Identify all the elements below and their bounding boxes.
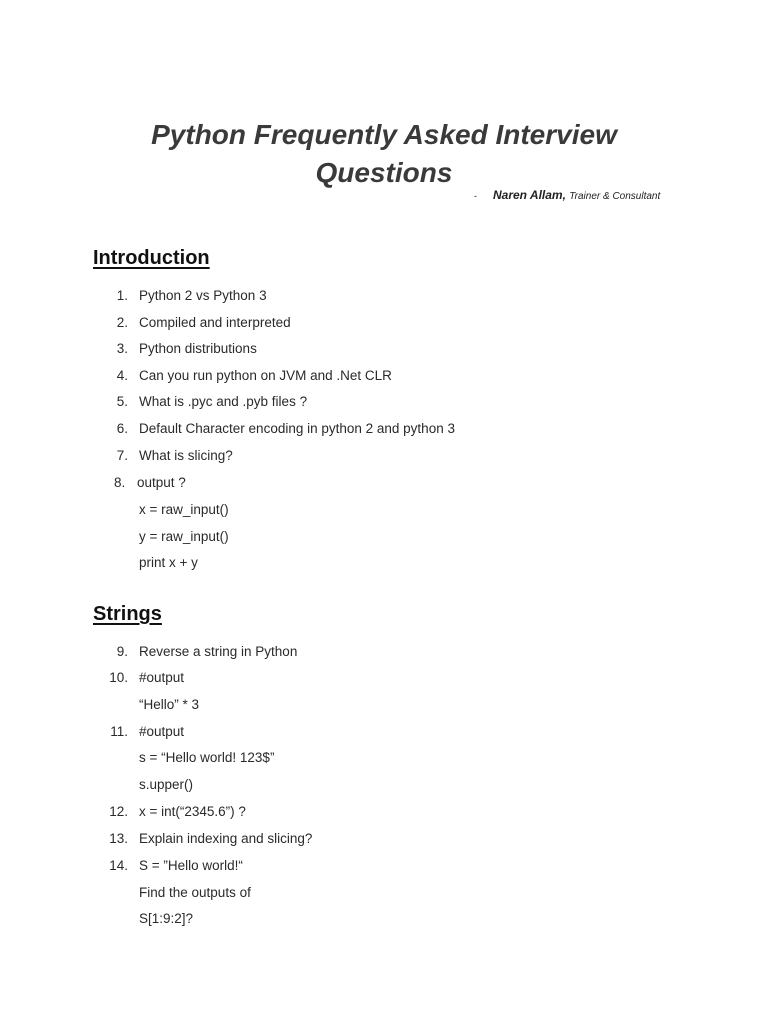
list-item-number: 10.: [109, 670, 128, 685]
list-item-text: Explain indexing and slicing?: [139, 831, 313, 846]
list-item-text: Python 2 vs Python 3: [139, 288, 267, 303]
list-item-number: 4.: [116, 368, 128, 383]
list-item-number: 11.: [110, 724, 128, 739]
code-line-text: print x + y: [139, 555, 198, 570]
section-heading-introduction: Introduction: [93, 247, 210, 269]
author-dash: -: [474, 191, 477, 201]
list-item-text: Reverse a string in Python: [139, 644, 298, 659]
list-item-number: 9.: [116, 644, 128, 659]
document-title: [0, 116, 768, 192]
list-item-text: #output: [139, 670, 185, 685]
list-item-number: 2.: [116, 315, 128, 330]
list-item-number: 5.: [116, 394, 128, 409]
code-line-text: “Hello” * 3: [139, 697, 200, 712]
code-line-text: S[1:9:2]?: [139, 911, 194, 926]
code-line-text: y = raw_input(): [139, 529, 229, 544]
author-separator: ,: [562, 188, 566, 202]
author-name: Naren Allam: [493, 188, 563, 202]
code-line-text: Find the outputs of: [139, 885, 251, 900]
list-item-number: 12.: [109, 804, 128, 819]
list-item-number: 13.: [109, 831, 128, 846]
list-item-text: Default Character encoding in python 2 and python 3: [139, 421, 455, 436]
list-item-text: What is slicing?: [139, 448, 233, 463]
list-item-number: 1.: [116, 288, 128, 303]
list-item-text: #output: [139, 724, 185, 739]
list-item-text: What is .pyc and .pyb files ?: [139, 394, 308, 409]
list-item-text: S = ”Hello world!“: [139, 858, 243, 873]
title-line-1: Python Frequently Asked Interview: [151, 119, 617, 150]
list-item-text: x = int(“2345.6”) ?: [139, 804, 246, 819]
list-item-text: output ?: [137, 475, 186, 490]
list-item-text: Compiled and interpreted: [139, 315, 291, 330]
code-line-text: x = raw_input(): [139, 502, 229, 517]
list-item-number: 6.: [116, 421, 128, 436]
title-line-2: Questions: [315, 157, 453, 188]
author-line: [474, 188, 660, 202]
section-heading-strings: Strings: [93, 603, 162, 625]
list-item-text: Python distributions: [139, 341, 257, 356]
code-line-text: s.upper(): [139, 777, 194, 792]
list-item-number: 3.: [116, 341, 128, 356]
list-item-number: 14.: [109, 858, 128, 873]
list-item-text: Can you run python on JVM and .Net CLR: [139, 368, 392, 383]
list-item-number: 7.: [116, 448, 128, 463]
author-role: Trainer & Consultant: [569, 191, 661, 202]
list-item-number: 8.: [114, 475, 126, 490]
code-line-text: s = “Hello world! 123$”: [139, 750, 275, 765]
